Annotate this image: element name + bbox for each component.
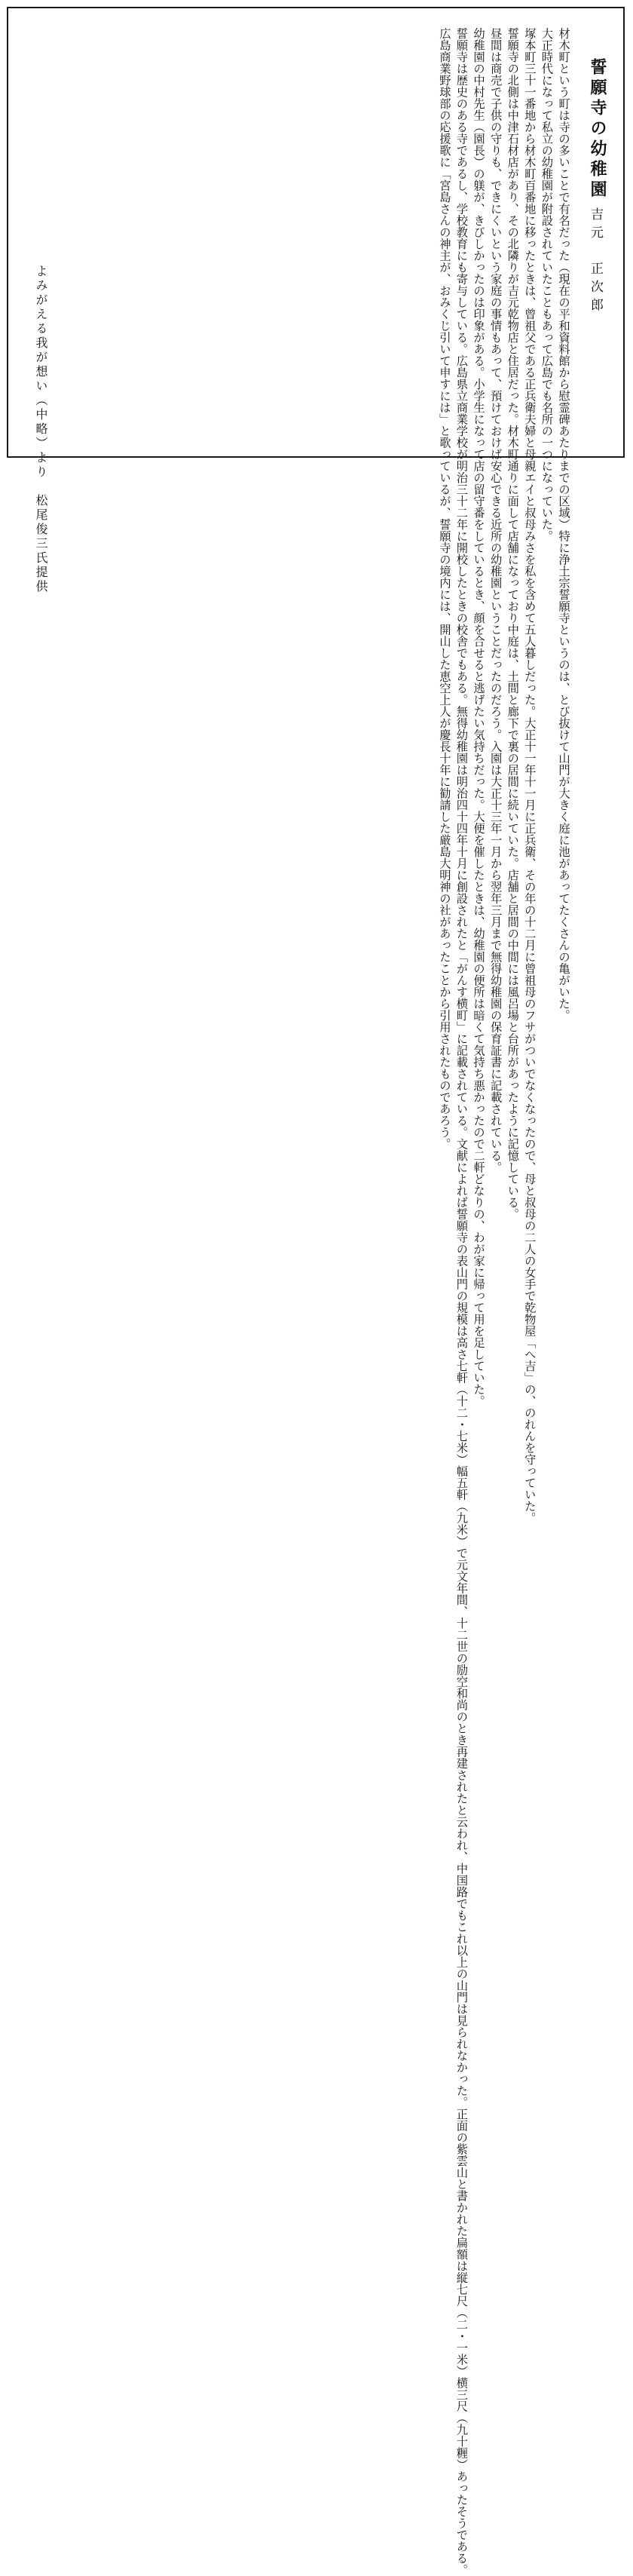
article-author: 吉元 正次郎 <box>588 207 603 316</box>
paragraph: 塚本町三十一番地から材木町百番地に移ったときは、曾祖父である正兵衛夫婦と母親エイと叔母みさを私を含めて五人暮しだった。大正十一年十一月に正兵衛、その年の十二月に曾祖母のフサがついでなくなったので、母と叔母の二人の女手で乾物屋「へ吉」の、のれんを守っていた。 <box>522 16 537 1524</box>
paragraph: 昼間は商売で子供の守りも、できにくいという家庭の事情もあって、預けておけば安心できる近所の幼稚園ということだったのだろう。入園は大正十三年一月から翌年三月まで無得幼稚園の保育証書に記載されている。 <box>488 16 503 1173</box>
article-body <box>14 16 572 2576</box>
paragraph: 誓願寺は歴史のある寺であるし、学校教育にも寄与している。広島県立商業学校が明治三十二年に開校したときの校舎でもある。無得幼稚園は明治四十四年十月に創設されたと「がんす横町」に記載されている。文献によれば誓願寺の表山門の規模は高さ七軒（十二・七米）幅五軒（九米）で元文年間、十二世の励空和尚のとき再建されたと云われ、中国路でもこれ以上の山門は見られなかった。正面の紫雲山と書かれた扁額は縦七尺（二・一米）横三尺（九十糎）あったそうである。 <box>454 16 469 2576</box>
source-credit: よみがえる我が想い（中略）より 松尾俊三氏提供 <box>34 265 48 594</box>
paragraph: 幼稚園の中村先生（園長）の躾が、きびしかったのは印象がある。小学生になって店の留守番をしているとき、顔を合せると逃げたい気持ちだった。大便を催したときは、幼稚園の便所は暗くて気持ち悪かったので二軒どなりの、わが家に帰って用を足していた。 <box>472 16 486 1407</box>
paragraph: 誓願寺の北側は中津石材店があり、その北隣りが吉元乾物店と住居だった。材木町通りに面して店舗になっており中庭は、土間と廊下で裏の居間に続いていた。店舗と居間の中間には風呂場と台所があったように記憶している。 <box>506 16 520 1220</box>
article-frame <box>7 7 625 2576</box>
paragraph: 材木町という町は寺の多いことで有名だった（現在の平和資料館から慰霊碑あたりまでの区域）特に浄土宗誓願寺というのは、とび抜けて山門が大きく庭に池があってたくさんの亀がいた。 <box>557 16 570 1021</box>
paragraph: 大正時代になって私立の幼稚園が附設されていたこともあって広島でも名所の一つになっていた。 <box>540 16 554 542</box>
article-title: 誓願寺の幼稚園 <box>588 58 607 201</box>
paragraph: 広島商業野球部の応援歌に「宮島さんの神主が、おみくじ引いて申すには」と歌っているが、誓願寺の境内には、開山した恵空上人が慶長十年に勧請した厳島大明神の社があったことから引用されたものであろう。 <box>437 16 451 1150</box>
